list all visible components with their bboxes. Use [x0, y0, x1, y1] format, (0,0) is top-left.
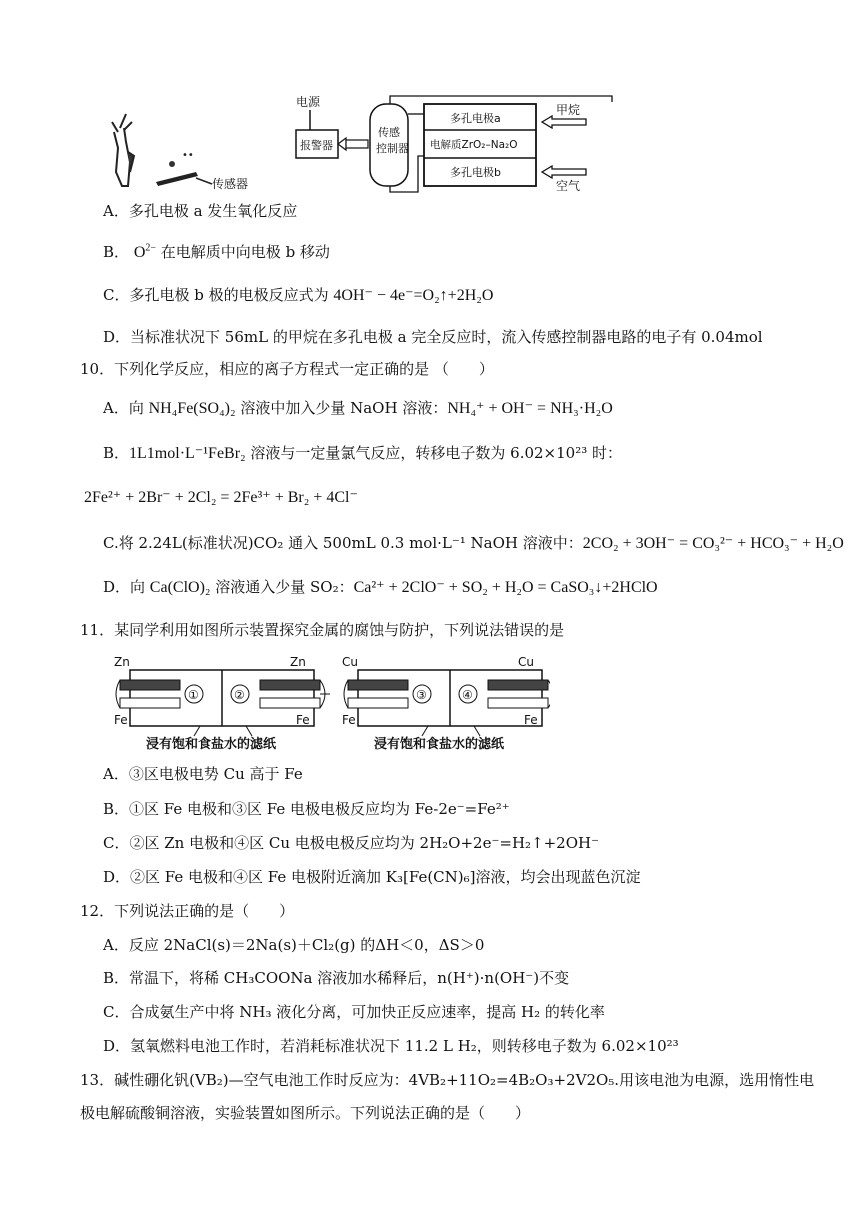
svg-text:Fe: Fe [342, 713, 356, 727]
svg-text:Cu: Cu [342, 655, 358, 669]
q13-stem-line1: 13．碱性硼化钒(VB₂)—空气电池工作时反应为：4VB₂+11O₂=4B₂O₃+2V2O₅.用该电池为电源，选用惰性电 [80, 1071, 815, 1089]
q10-option-b-equation: 2Fe²⁺ + 2Br⁻ + 2Cl₂ = 2Fe³⁺ + Br₂ + 4Cl⁻ [84, 489, 358, 506]
q13-stem-line2: 极电解硫酸铜溶液，实验装置如图所示。下列说法正确的是（ ） [80, 1104, 531, 1122]
hand-sketch-icon [112, 114, 134, 186]
power-label: 电源 [296, 95, 321, 109]
svg-text:浸有饱和食盐水的滤纸: 浸有饱和食盐水的滤纸 [374, 737, 505, 752]
q12-option-a: A．反应 2NaCl(s)＝2Na(s)＋Cl₂(g) 的ΔH＜0，ΔS＞0 [103, 936, 485, 954]
q11-option-c: C．②区 Zn 电极和④区 Cu 电极电极反应均为 2H₂O+2e⁻=H₂↑+2OH⁻ [103, 834, 600, 852]
alarm-label: 报警器 [300, 139, 333, 152]
sensor-dot [169, 161, 175, 167]
svg-text:浸有饱和食盐水的滤纸: 浸有饱和食盐水的滤纸 [146, 737, 277, 752]
svg-text:③: ③ [416, 688, 427, 702]
q10-option-d: D．向 Ca(ClO)₂ 溶液通入少量 SO₂：Ca²⁺ + 2ClO⁻ + SO₂ + H₂O = CaSO₃↓+2HClO [103, 578, 658, 596]
svg-text:④: ④ [462, 688, 473, 702]
q9-option-d: D．当标准状况下 56mL 的甲烷在多孔电极 a 完全反应时，流入传感控制器电路的电子有 0.04mol [103, 328, 763, 346]
svg-text:••: •• [182, 150, 194, 161]
q9-option-b: B． $O^{2-}$ 在电解质中向电极 b 移动 [103, 242, 330, 261]
layer-a-label: 多孔电极a [450, 112, 501, 125]
svg-text:Zn: Zn [114, 655, 130, 669]
electrolyte-label: 电解质ZrO₂–Na₂O [430, 139, 518, 151]
q12-stem: 12．下列说法正确的是（ ） [80, 902, 295, 920]
device-cu-fe [342, 655, 550, 752]
q10-option-b: B．1L1mol·L⁻¹FeBr₂ 溶液与一定量氯气反应，转移电子数为 6.02×10²³ 时： [103, 444, 623, 462]
q10-option-c: C.将 2.24L(标准状况)CO₂ 通入 500mL 0.3 mol·L⁻¹ NaOH 溶液中：2CO₂ + 3OH⁻ = CO₃²⁻ + HCO₃⁻ + H₂O [103, 534, 844, 552]
svg-text:控制器: 控制器 [376, 142, 409, 155]
q10-stem: 10．下列化学反应，相应的离子方程式一定正确的是 （ ） [80, 360, 494, 378]
sensor-label: 传感器 [212, 177, 249, 191]
air-label: 空气 [556, 179, 581, 193]
sensor-probe [156, 172, 198, 186]
q9-option-c: C．多孔电极 b 极的电极反应式为 4OH⁻ − 4e⁻=O₂↑+2H₂O [103, 286, 494, 304]
svg-text:Fe: Fe [114, 713, 128, 727]
svg-text:Zn: Zn [290, 655, 306, 669]
methane-arrow-icon [542, 116, 586, 128]
device-zn-fe [114, 655, 330, 752]
air-arrow-icon [542, 166, 586, 178]
svg-text:②: ② [234, 688, 245, 702]
methane-label: 甲烷 [556, 103, 581, 117]
q9-option-a: A．多孔电极 a 发生氧化反应 [103, 202, 298, 220]
svg-text:Fe: Fe [524, 713, 538, 727]
layer-b-label: 多孔电极b [450, 166, 501, 179]
q12-option-c: C．合成氨生产中将 NH₃ 液化分离，可加快正反应速率，提高 H₂ 的转化率 [103, 1003, 605, 1021]
svg-text:①: ① [188, 688, 199, 702]
q11-option-b: B．①区 Fe 电极和③区 Fe 电极电极反应均为 Fe-2e⁻=Fe²⁺ [103, 800, 510, 818]
svg-text:Fe: Fe [296, 713, 310, 727]
q12-option-d: D．氢氧燃料电池工作时，若消耗标准状况下 11.2 L H₂，则转移电子数为 6.02×10²³ [103, 1037, 679, 1055]
q10-option-a: A．向 NH₄Fe(SO₄)₂ 溶液中加入少量 NaOH 溶液：NH₄⁺ + OH⁻ = NH₃·H₂O [103, 399, 613, 417]
corrosion-figure [110, 654, 550, 752]
q11-stem: 11．某同学利用如图所示装置探究金属的腐蚀与防护，下列说法错误的是 [80, 621, 565, 639]
q12-option-b: B．常温下，将稀 CH₃COONa 溶液加水稀释后，n(H⁺)·n(OH⁻)不变 [103, 969, 570, 987]
sensor-figure [100, 92, 620, 196]
svg-text:传感: 传感 [378, 126, 400, 139]
svg-text:Cu: Cu [518, 655, 534, 669]
q11-option-d: D．②区 Fe 电极和④区 Fe 电极附近滴加 K₃[Fe(CN)₆]溶液，均会出现蓝色沉淀 [103, 868, 641, 886]
q11-option-a: A．③区电极电势 Cu 高于 Fe [103, 765, 303, 783]
